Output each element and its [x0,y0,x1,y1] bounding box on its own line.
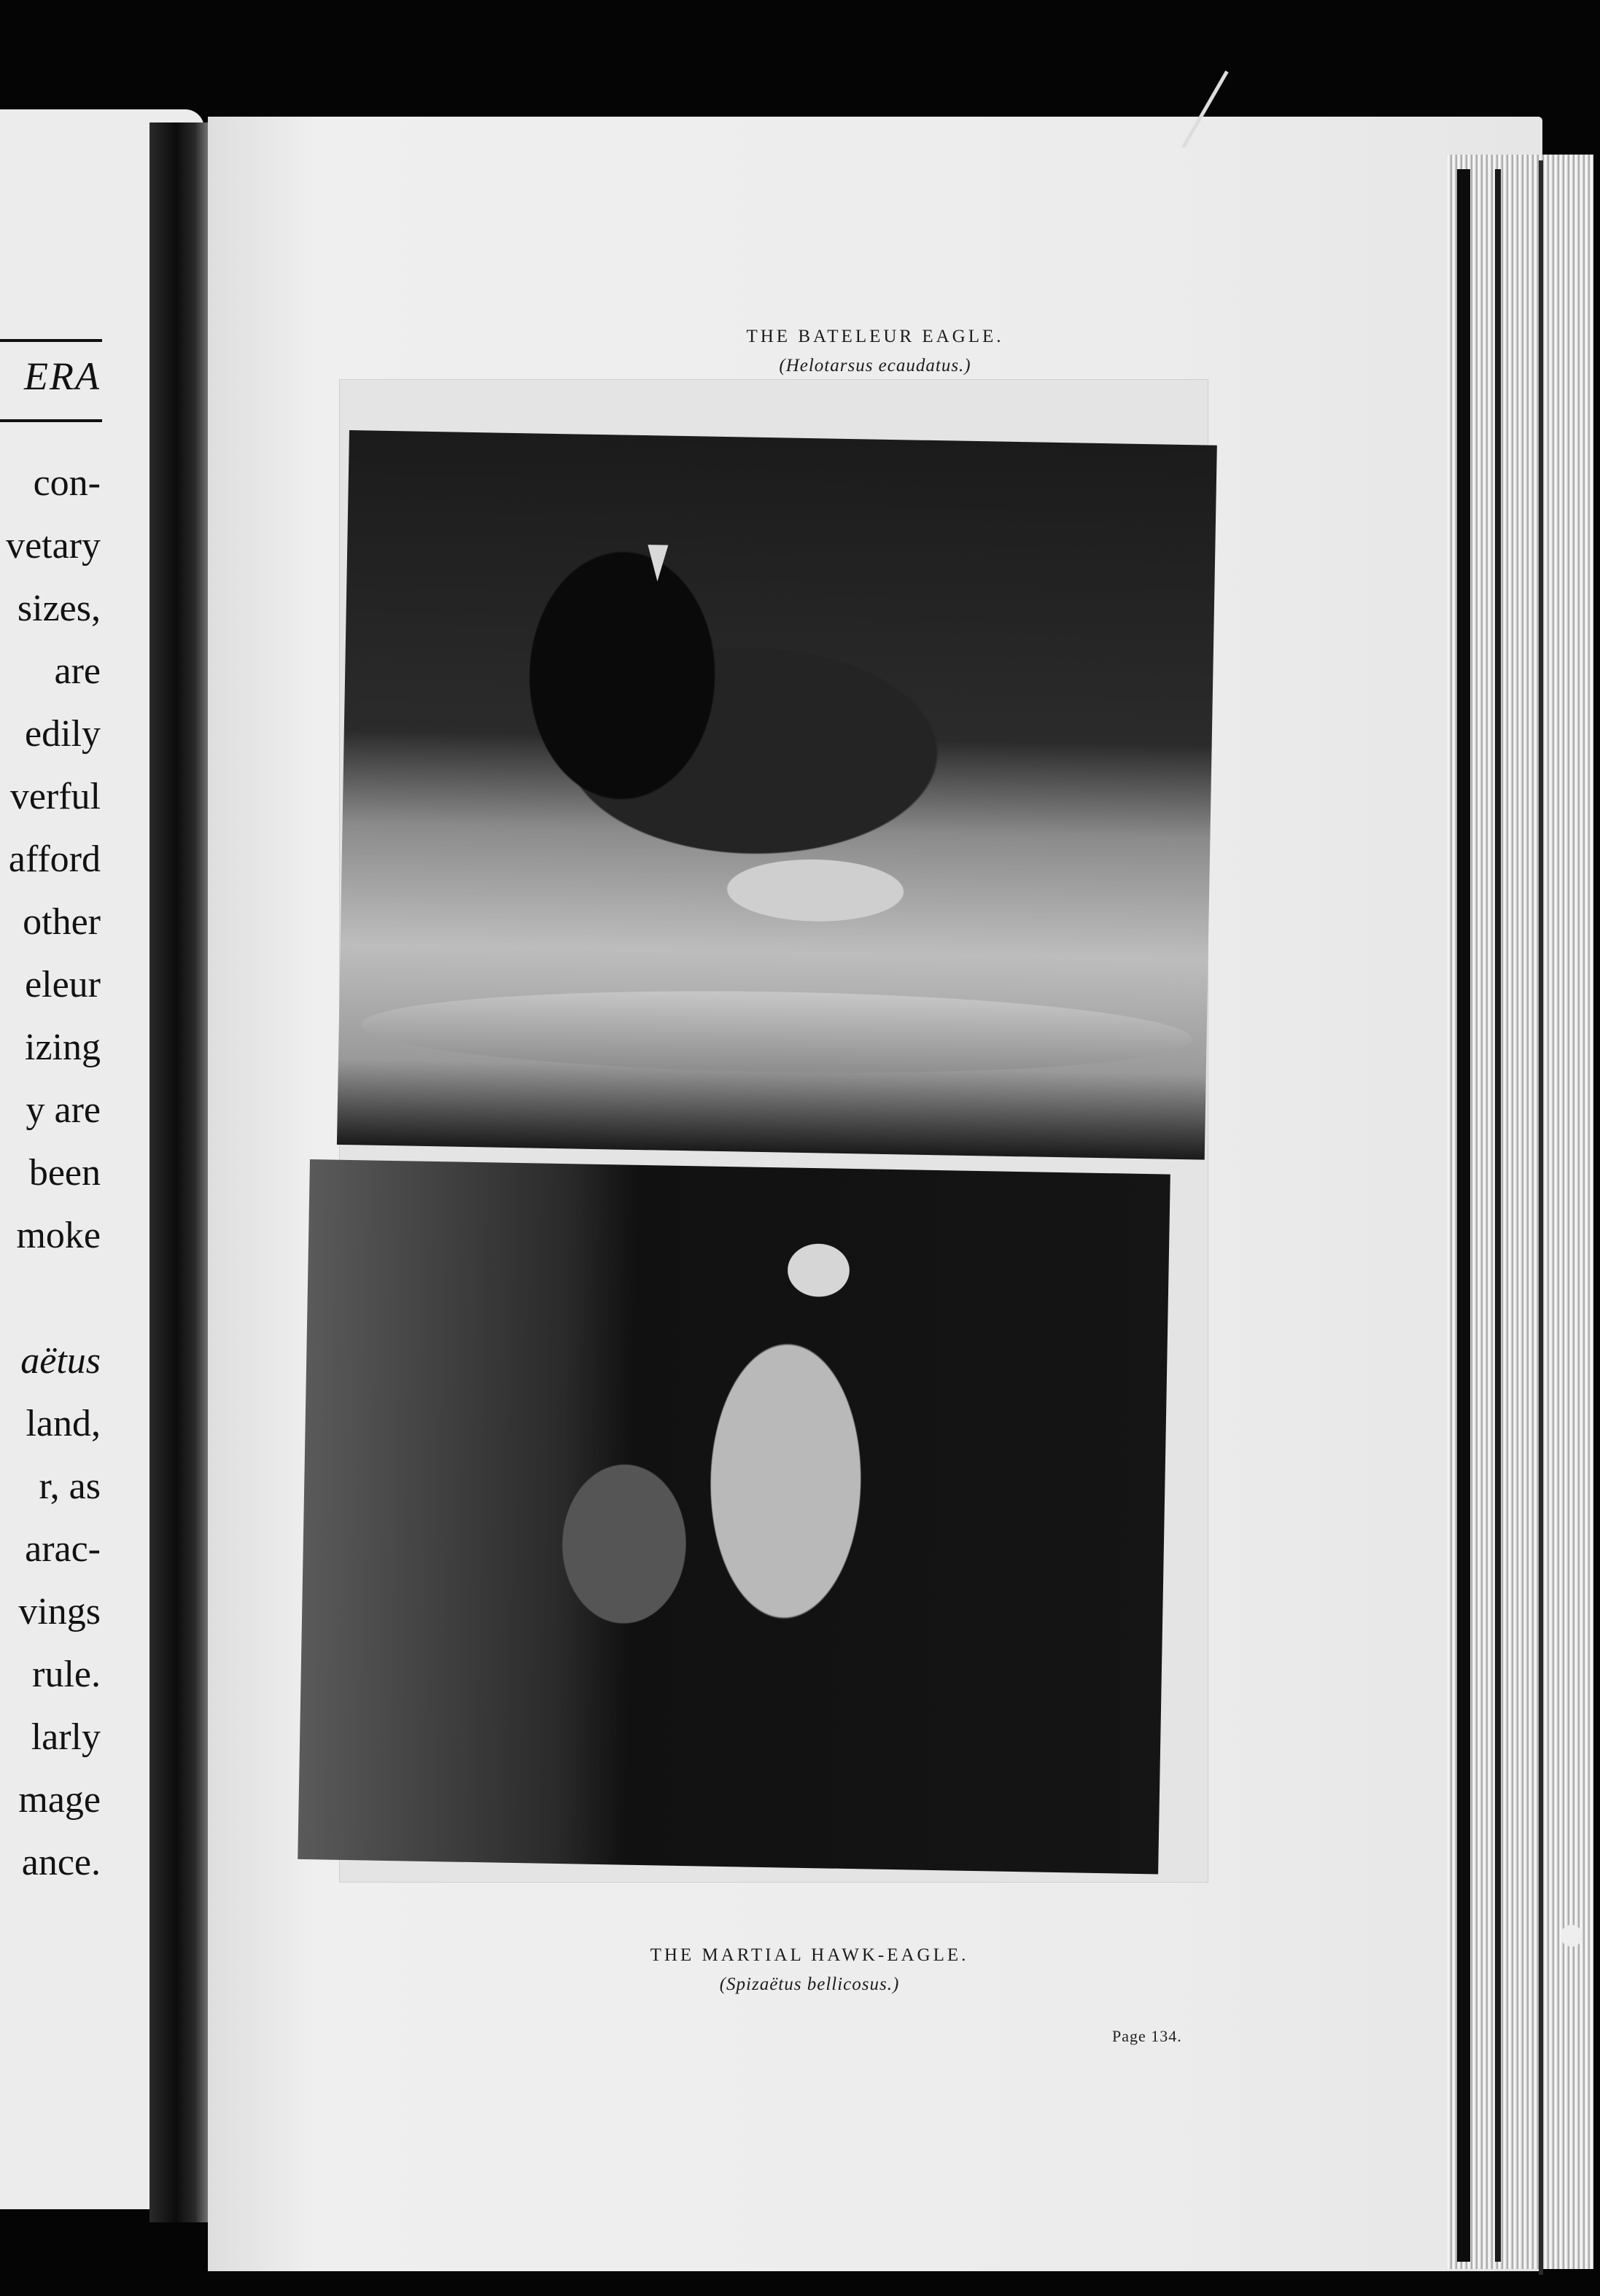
text-line: afford [8,838,101,880]
text-line: other [23,901,101,943]
text-line: con- [33,462,101,504]
text-line: verful [9,776,101,817]
bateleur-eagle-photo [337,430,1217,1160]
body-text-column [0,452,101,1983]
top-plate-title: THE BATELEUR EAGLE. [746,327,1004,346]
right-page [208,117,1542,2271]
text-line: land, [26,1403,101,1444]
text-line: rule. [32,1654,101,1695]
text-line: edily [25,713,101,755]
martial-hawk-eagle-photo [298,1159,1170,1874]
running-header: ERA [24,354,101,398]
fore-edge-shadow [1539,160,1543,2275]
text-line: sizes, [17,588,101,629]
text-line: been [28,1152,101,1194]
header-rule-bottom [0,419,102,422]
top-plate-scientific-name: (Helotarsus ecaudatus.) [779,356,971,375]
page-number: Page 134. [1112,2027,1182,2045]
text-line: ance. [21,1842,101,1883]
bottom-plate-scientific-name: (Spizaëtus bellicosus.) [719,1974,900,1994]
text-line: aëtus [20,1340,101,1382]
text-line: r, as [39,1466,101,1507]
text-line: vetary [6,525,101,567]
paper-spot [1561,1925,1582,1947]
perch [360,984,1193,1079]
fore-edge-shadow [1457,169,1470,2262]
text-line: mage [18,1779,101,1821]
text-line: moke [16,1215,101,1256]
text-line: vings [18,1591,101,1633]
bottom-plate-title: THE MARTIAL HAWK-EAGLE. [650,1945,969,1965]
header-rule-top [0,339,102,342]
text-line: y are [26,1089,101,1131]
text-line: larly [31,1716,101,1758]
text-line: izing [25,1027,101,1068]
text-line: arac- [25,1528,101,1570]
text-line: eleur [25,964,101,1005]
text-line: are [54,650,101,692]
eagle-beak [647,545,668,581]
fore-edge-shadow [1495,169,1501,2262]
